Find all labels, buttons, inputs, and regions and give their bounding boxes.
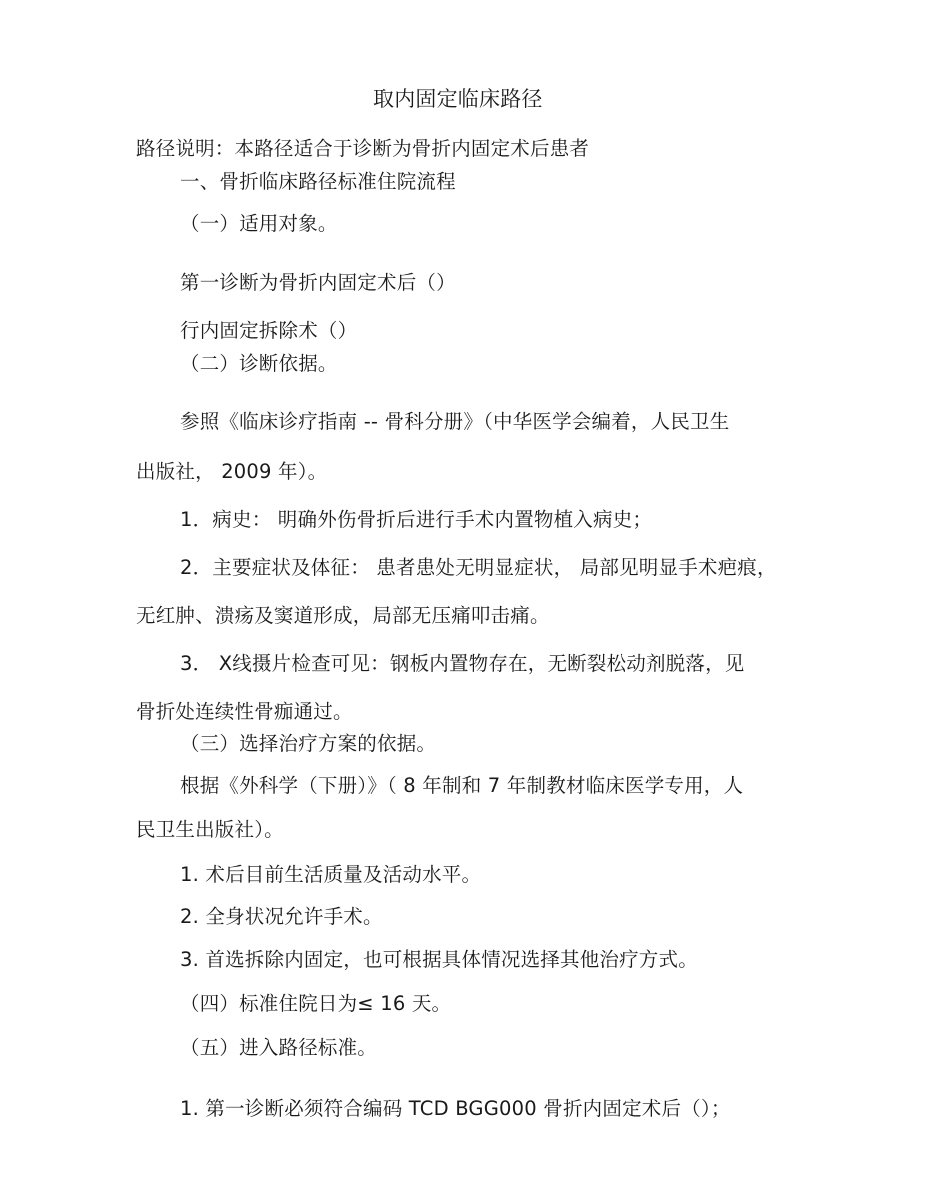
paragraph: 第一诊断为骨折内固定术后（） [180, 271, 456, 294]
path-description: 路径说明：本路径适合于诊断为骨折内固定术后患者 [136, 137, 590, 160]
list-item-continuation: 无红肿、溃疡及窦道形成，局部无压痛叩击痛。 [136, 604, 550, 627]
paragraph: 行内固定拆除术（） [180, 319, 358, 342]
paragraph: 民卫生出版社）。 [136, 818, 284, 841]
paragraph: 出版社， 2009 年）。 [136, 460, 328, 483]
paragraph: 根据《外科学（下册）》（ 8 年制和 7 年制教材临床医学专用，人 [180, 774, 744, 797]
list-item: 2. 全身状况允许手术。 [180, 905, 383, 928]
list-item: 1．病史： 明确外伤骨折后进行手术内置物植入病史； [180, 508, 653, 531]
section-heading-1: 一、骨折临床路径标准住院流程 [180, 170, 456, 193]
subsection-heading-2: （二）诊断依据。 [180, 352, 338, 375]
paragraph: 参照《临床诊疗指南 -- 骨科分册》（中华医学会编着，人民卫生 [180, 410, 730, 433]
subsection-heading-5: （五）进入路径标准。 [180, 1036, 378, 1059]
list-item: 2．主要症状及体征： 患者患处无明显症状， 局部见明显手术疤痕， [180, 556, 777, 579]
list-item: 3． X线摄片检查可见：钢板内置物存在，无断裂松动剂脱落，见 [180, 652, 745, 675]
document-title: 取内固定临床路径 [373, 87, 543, 111]
subsection-heading-3: （三）选择治疗方案的依据。 [180, 732, 437, 755]
list-item: 3. 首选拆除内固定，也可根据具体情况选择其他治疗方式。 [180, 948, 698, 971]
list-item-continuation: 骨折处连续性骨痂通过。 [136, 700, 353, 723]
subsection-heading-4: （四）标准住院日为≤ 16 天。 [180, 992, 452, 1015]
list-item: 1. 第一诊断必须符合编码 TCD BGG000 骨折内固定术后（）； [180, 1097, 731, 1120]
subsection-heading-1: （一）适用对象。 [180, 212, 338, 235]
list-item: 1. 术后目前生活质量及活动水平。 [180, 863, 482, 886]
